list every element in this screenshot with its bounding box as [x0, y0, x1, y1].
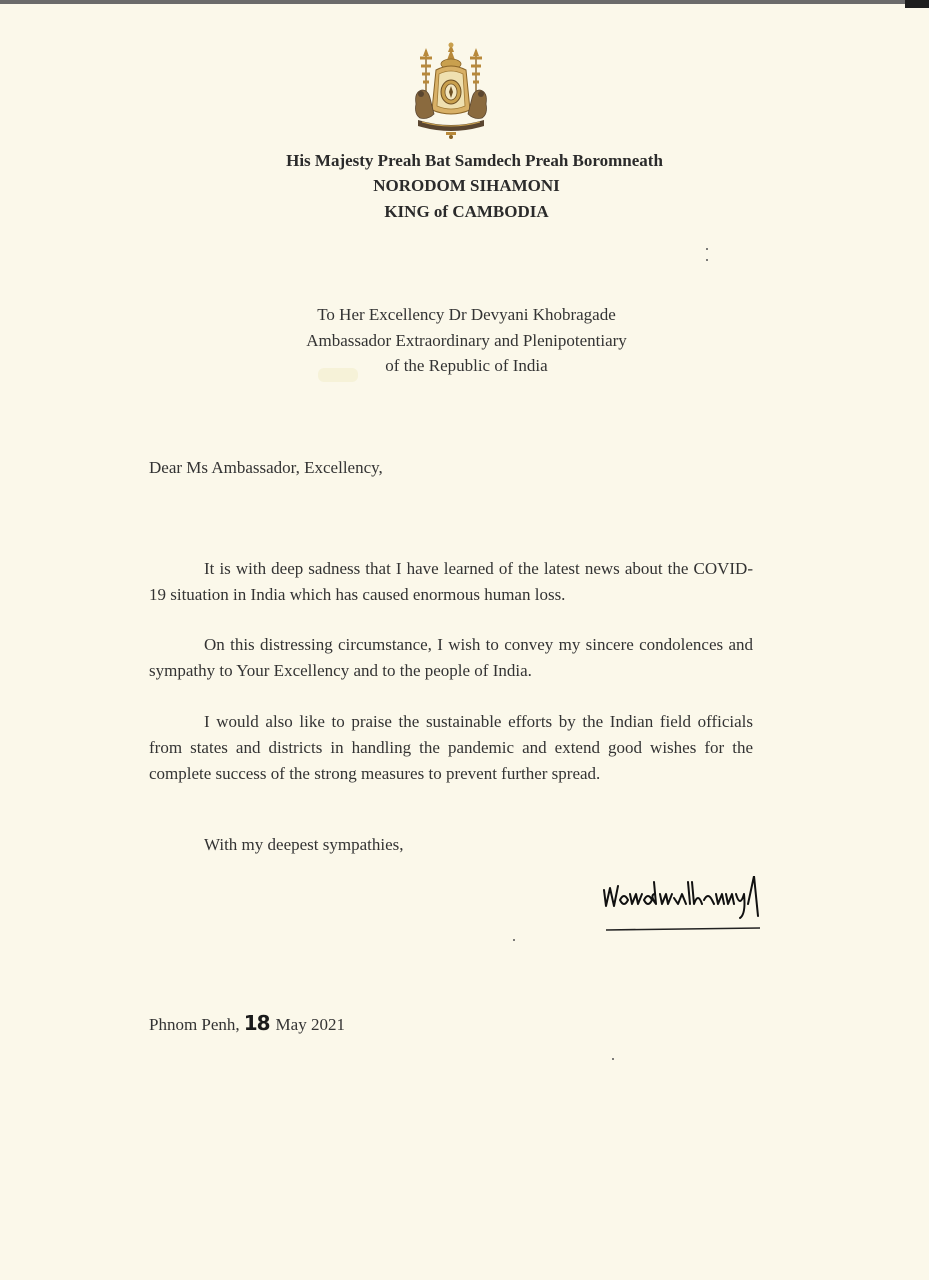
- paper-stain: [318, 368, 358, 382]
- signoff-day: 18: [243, 1011, 270, 1035]
- addressee-title: Ambassador Extraordinary and Plenipotentiary: [306, 331, 627, 350]
- body-paragraph: On this distressing circumstance, I wish to convey my sincere condolences and sympathy to Your Excellency and to the people of India.: [149, 635, 753, 680]
- salutation: Dear Ms Ambassador, Excellency,: [149, 458, 383, 477]
- addressee-country: of the Republic of India: [385, 356, 548, 375]
- scan-corner: [905, 0, 929, 8]
- scan-speck: [706, 248, 708, 250]
- letterhead-role: KING of CAMBODIA: [384, 202, 549, 221]
- closing-line: With my deepest sympathies,: [204, 835, 404, 854]
- scan-edge: [0, 0, 929, 4]
- body-paragraph: It is with deep sadness that I have learned of the latest news about the COVID-19 situation in India which has caused enormous human loss.: [149, 559, 753, 604]
- scan-speck: [706, 259, 708, 261]
- signoff-month-year: May 2021: [275, 1015, 345, 1034]
- signoff-place: Phnom Penh,: [149, 1015, 240, 1034]
- royal-cambodia-coat-of-arms-icon: [408, 40, 494, 140]
- scan-speck: [513, 939, 515, 941]
- scan-speck: [612, 1058, 614, 1060]
- handwritten-signature-icon: [598, 876, 778, 938]
- place-date: [149, 1012, 345, 1036]
- letterhead-name: NORODOM SIHAMONI: [373, 176, 560, 195]
- letterhead-title: His Majesty Preah Bat Samdech Preah Boromneath: [286, 151, 663, 170]
- addressee-name: To Her Excellency Dr Devyani Khobragade: [317, 305, 616, 324]
- body-paragraph: I would also like to praise the sustainable efforts by the Indian field officials from states and districts in handling the pandemic and extend good wishes for the complete success of the strong measures to prevent further spread.: [149, 712, 753, 783]
